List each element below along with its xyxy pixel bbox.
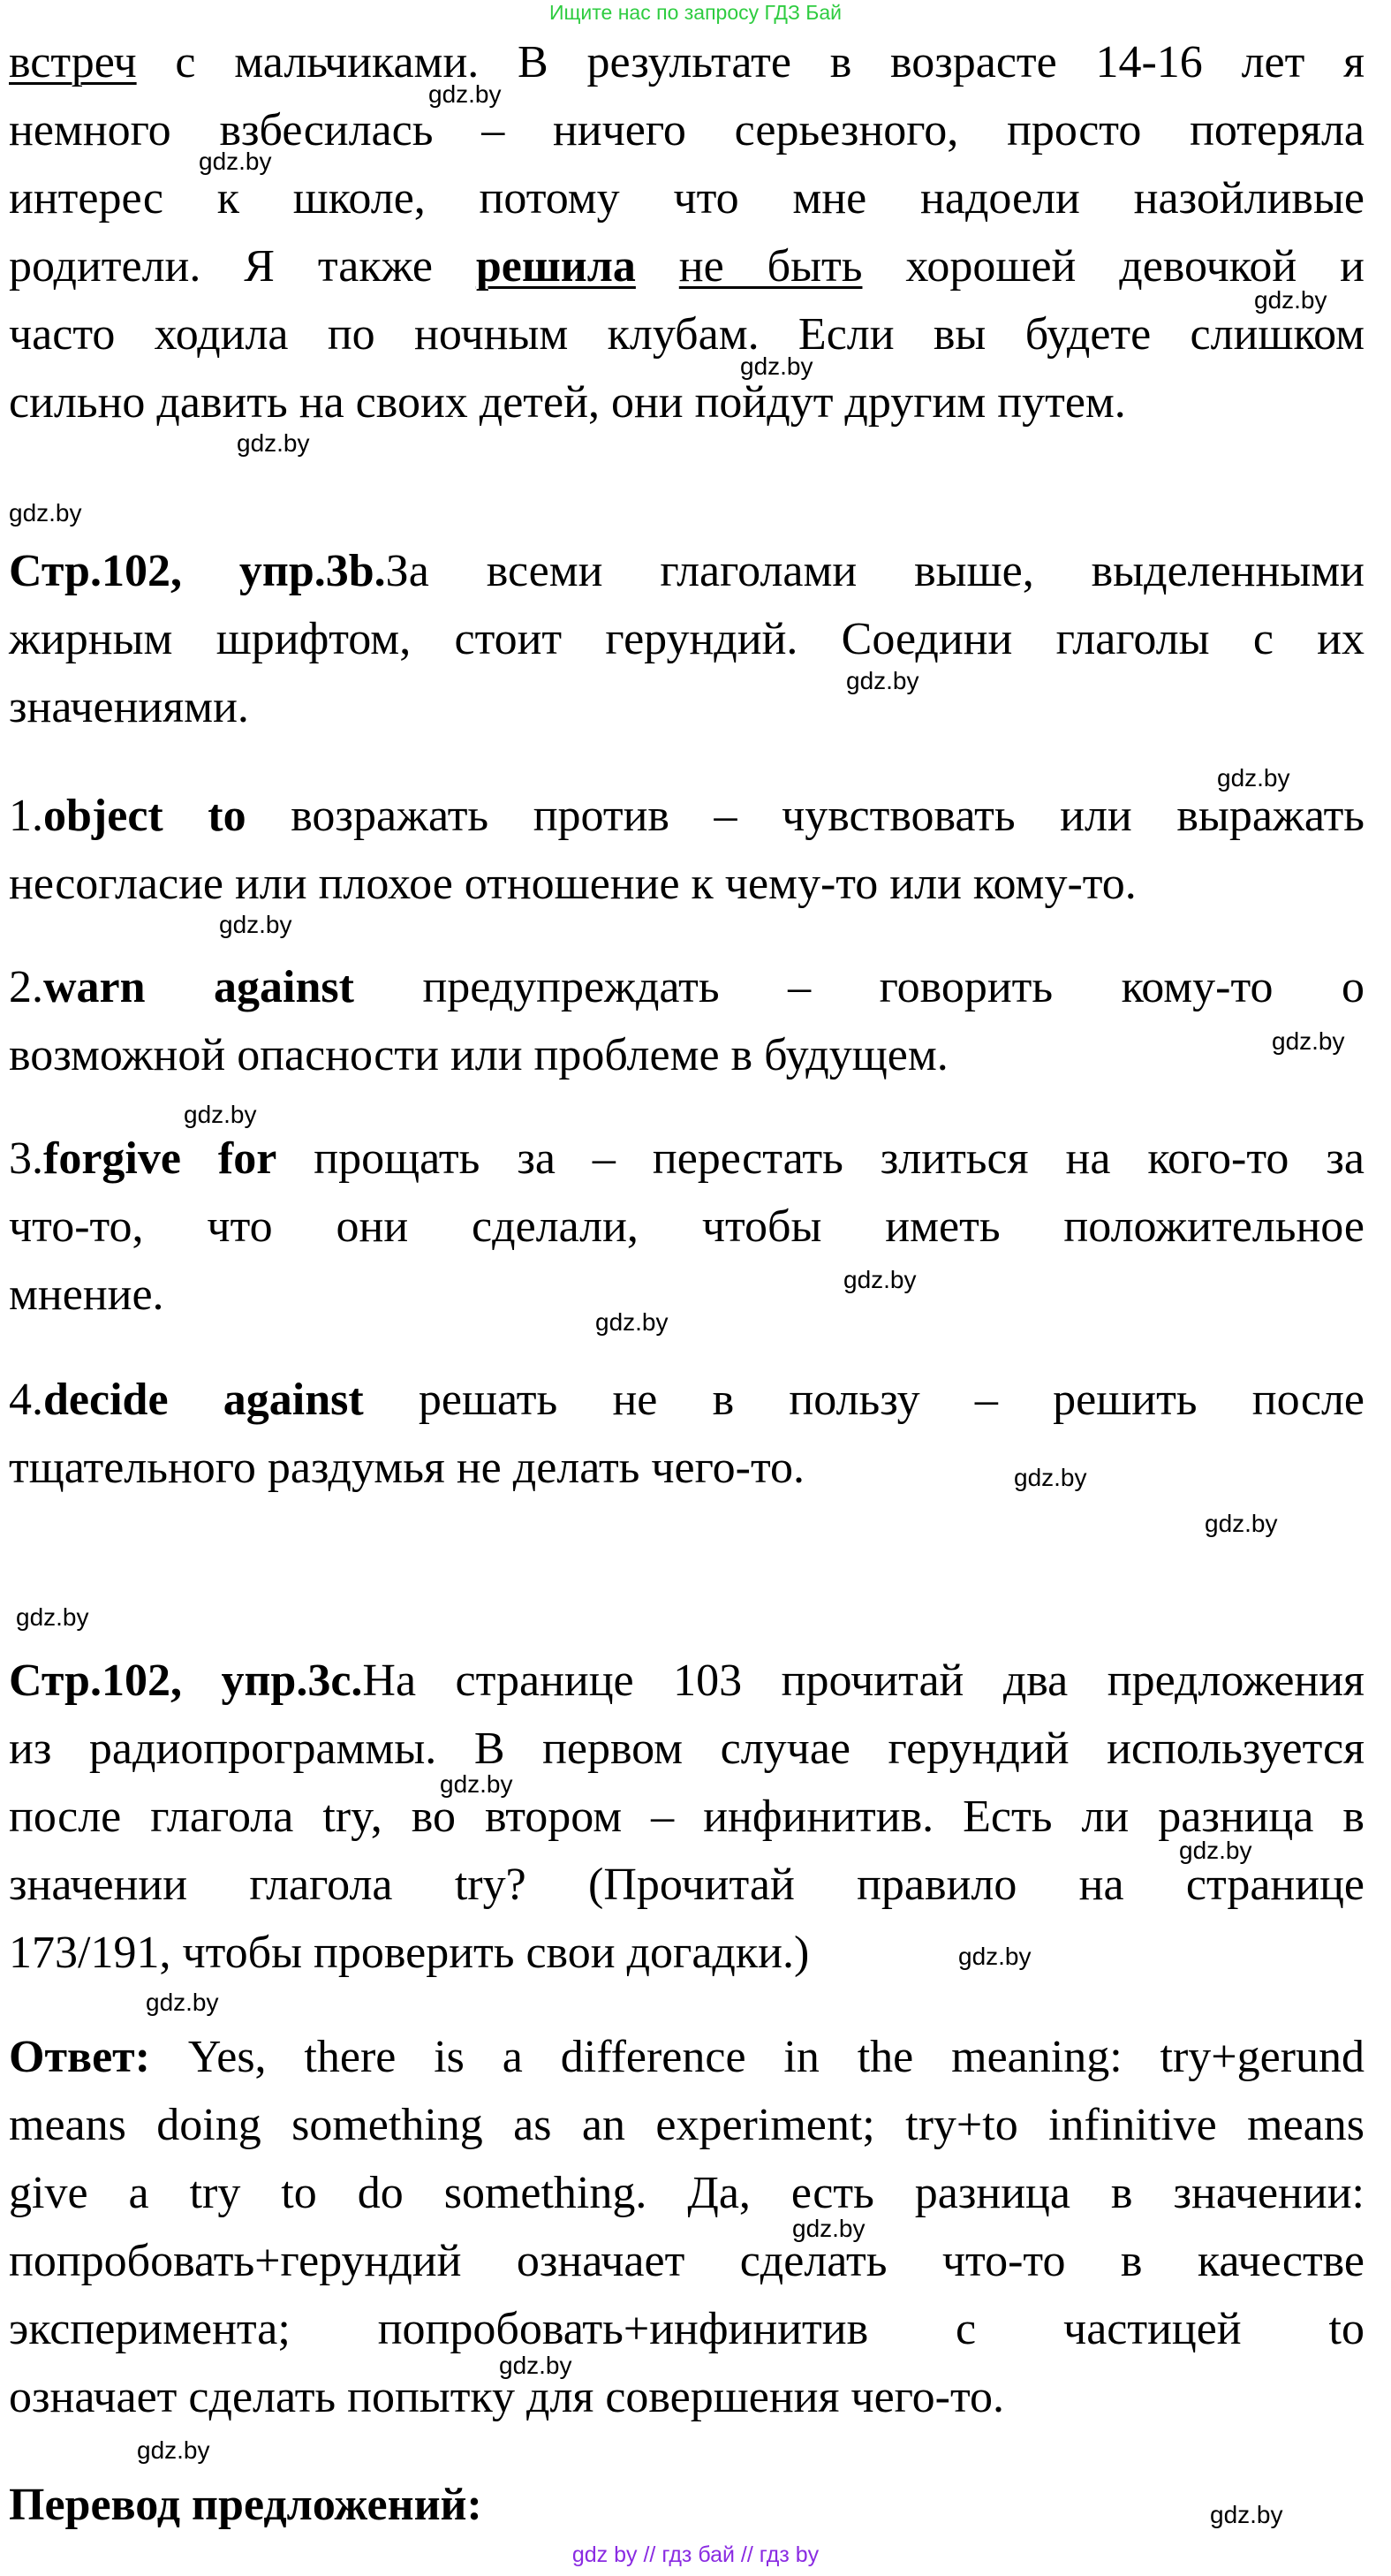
text-line <box>9 2471 1365 2539</box>
text-line: родители. Я также решила не быть хорошей девочкой и <box>9 241 1365 292</box>
text-line: возможной опасности или проблеме в будущем. <box>9 1030 949 1080</box>
watermark-text: gdz.by <box>146 1989 219 2016</box>
text-line: тщательного раздумья не делать чего-то. <box>9 1443 805 1493</box>
exercise-3c <box>9 1647 1365 1987</box>
text-line: встреч с мальчиками. В результате в возрасте 14-16 лет я <box>9 37 1365 87</box>
header-bar <box>0 0 1391 27</box>
definition-item-1 <box>9 782 1365 918</box>
watermark-text: gdz.by <box>428 80 502 108</box>
footer-separator: // <box>740 2542 753 2567</box>
watermark-text: gdz.by <box>184 1101 257 1128</box>
definition-item-3 <box>9 1125 1365 1329</box>
exercise-heading: Стр.102, упр.3c. <box>9 1655 363 1706</box>
watermark-text: gdz.by <box>137 2436 210 2464</box>
text-line: 173/191, чтобы проверить свои догадки.) <box>9 1928 810 1978</box>
footer-link[interactable]: гдз by <box>759 2542 820 2567</box>
text-line: несогласие или плохое отношение к чему-то или кому-то. <box>9 859 1137 909</box>
watermark-text: gdz.by <box>1205 1510 1278 1537</box>
watermark-text: gdz.by <box>846 667 919 694</box>
watermark-text: gdz.by <box>1272 1027 1345 1055</box>
watermark-text: gdz.by <box>237 429 310 457</box>
watermark-text: gdz.by <box>199 148 272 175</box>
text-line: из радиопрограммы. В первом случае герундий используется <box>9 1724 1365 1774</box>
watermark-text: gdz.by <box>595 1308 669 1336</box>
search-hint-link[interactable]: Ищите нас по запросу ГДЗ Бай <box>548 1 843 24</box>
definition-item-4 <box>9 1366 1365 1502</box>
section-heading: Перевод предложений: <box>9 2480 482 2530</box>
watermark-text: gdz.by <box>1210 2501 1283 2528</box>
watermark-text: gdz.by <box>1179 1837 1252 1864</box>
watermark-text: gdz.by <box>1254 286 1327 314</box>
watermark-text: gdz.by <box>1217 764 1290 792</box>
watermark-text: gdz.by <box>792 2215 866 2242</box>
definition-item-2 <box>9 953 1365 1089</box>
text-line: 3.forgive for прощать за – перестать злиться на кого-то за <box>9 1133 1365 1184</box>
text-line: попробовать+герундий означает сделать что-то в качестве <box>9 2236 1365 2286</box>
text-line: Стр.102, упр.3b.За всеми глаголами выше, выделенными <box>9 546 1365 596</box>
text-line: что-то, что они сделали, чтобы иметь положительное <box>9 1201 1365 1252</box>
exercise-3b <box>9 537 1365 741</box>
text-line: give a try to do something. Да, есть разница в значении: <box>9 2168 1365 2218</box>
text-line: означает сделать попытку для совершения чего-то. <box>9 2372 1005 2422</box>
watermark-text: gdz.by <box>440 1770 513 1798</box>
verb-term: forgive for <box>43 1133 277 1184</box>
verb-term: object to <box>43 791 246 841</box>
text-line: немного взбесилась – ничего серьезного, просто потеряла <box>9 105 1365 155</box>
footer-separator: // <box>643 2542 656 2567</box>
text-line: значениями. <box>9 682 249 732</box>
text-line: сильно давить на своих детей, они пойдут другим путем. <box>9 377 1126 428</box>
underlined-phrase: не быть <box>678 241 863 292</box>
text-line: 1.object to возражать против – чувствовать или выражать <box>9 791 1365 841</box>
text-line: значении глагола try? (Прочитай правило на странице <box>9 1860 1365 1910</box>
watermark-text: gdz.by <box>958 1943 1032 1970</box>
bold-underlined-verb: решила <box>475 241 636 292</box>
text-line: эксперимента; попробовать+инфинитив с частицей to <box>9 2304 1365 2354</box>
verb-term: warn against <box>43 962 354 1012</box>
text-line: 4.decide against решать не в пользу – решить после <box>9 1375 1365 1425</box>
watermark-text: gdz.by <box>16 1603 89 1631</box>
text-line: мнение. <box>9 1269 164 1320</box>
watermark-text: gdz.by <box>219 911 292 938</box>
text-line: жирным шрифтом, стоит герундий. Соедини глаголы с их <box>9 614 1365 664</box>
watermark-text: gdz.by <box>740 352 813 380</box>
text-line: Ответ: Yes, there is a difference in the meaning: try+gerund <box>9 2032 1365 2082</box>
footer-bar <box>0 2537 1391 2572</box>
footer-link[interactable]: гдз бай <box>661 2542 735 2567</box>
text-line: интерес к школе, потому что мне надоели назойливые <box>9 173 1365 224</box>
translation-section <box>9 2471 1365 2539</box>
watermark-text: gdz.by <box>499 2352 572 2379</box>
text-line: после глагола try, во втором – инфинитив. Есть ли разница в <box>9 1792 1365 1842</box>
footer-link[interactable]: gdz by <box>571 2542 638 2567</box>
exercise-heading: Стр.102, упр.3b. <box>9 546 386 596</box>
text-line: 2.warn against предупреждать – говорить кому-то о <box>9 962 1365 1012</box>
text-line: часто ходила по ночным клубам. Если вы будете слишком <box>9 309 1365 360</box>
intro-paragraph <box>9 28 1365 436</box>
watermark-text: gdz.by <box>9 499 82 527</box>
watermark-text: gdz.by <box>843 1266 917 1293</box>
text-line: Стр.102, упр.3c.На странице 103 прочитай два предложения <box>9 1655 1365 1706</box>
answer-paragraph <box>9 2023 1365 2431</box>
watermark-text: gdz.by <box>1014 1464 1087 1491</box>
answer-label: Ответ: <box>9 2032 151 2082</box>
underlined-word: встреч <box>9 37 137 87</box>
text-line: means doing something as an experiment; try+to infinitive means <box>9 2100 1365 2150</box>
verb-term: decide against <box>43 1375 364 1425</box>
